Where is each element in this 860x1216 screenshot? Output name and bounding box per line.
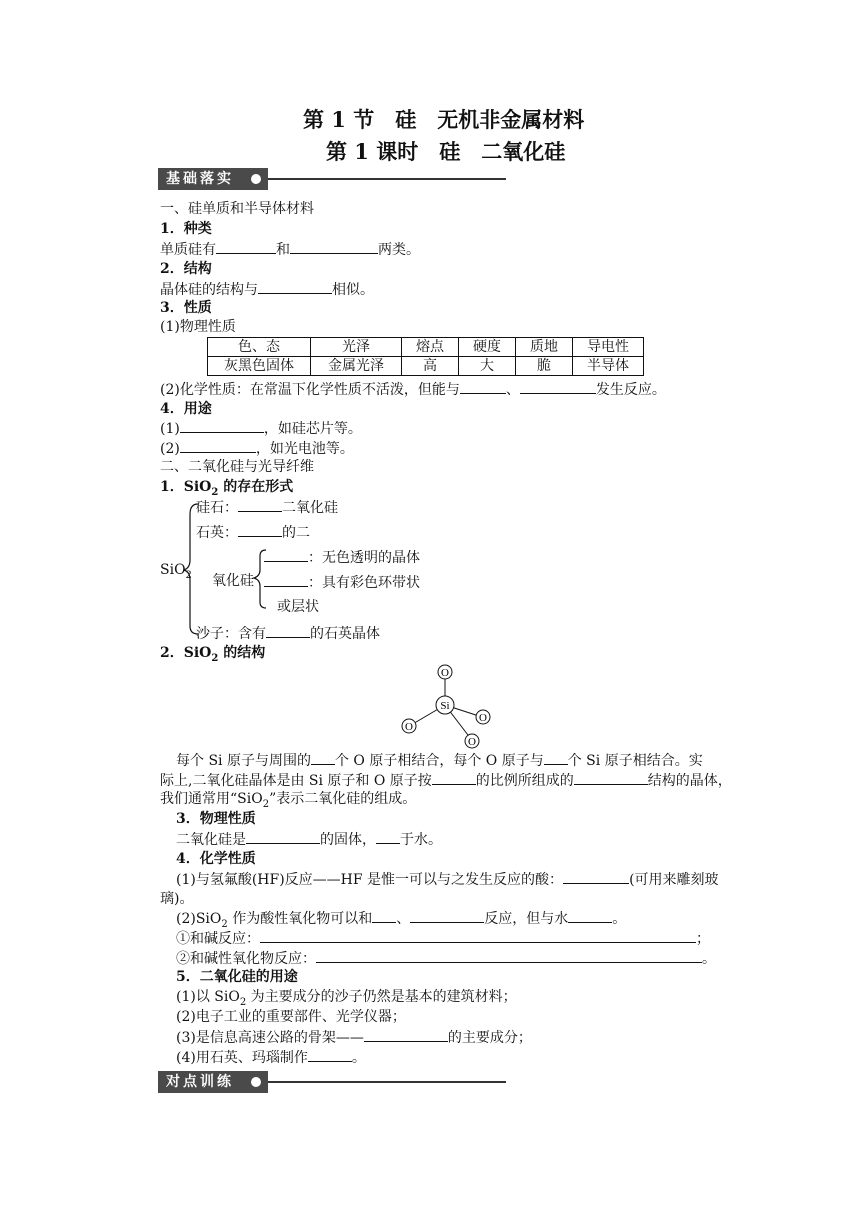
usage-1 [176, 987, 517, 1007]
s1-kinds-line [160, 239, 420, 260]
brace-lines [184, 498, 274, 640]
banner-label: 对点训练 [158, 1071, 268, 1093]
sio2-structure-diagram [396, 660, 496, 752]
structure-para-2 [160, 770, 732, 791]
table-cell: 金属光泽 [311, 357, 402, 376]
table-header-row [208, 338, 644, 357]
text: 发生反应。 [595, 382, 666, 398]
s2-h5: 5．二氧化硅的用途 [176, 969, 298, 985]
text: (2) [160, 441, 180, 457]
blank [216, 239, 276, 254]
section2-heading: 二、二氧化硅与光导纤维 [160, 459, 314, 475]
subscript: 2 [185, 569, 192, 581]
text: 个 O 原子相结合，每个 O 原子与 [334, 753, 544, 769]
subscript: 2 [211, 486, 219, 498]
table-cell: 色、态 [208, 338, 311, 357]
sub-branch-1 [264, 547, 420, 568]
text: ； [696, 931, 710, 947]
s1-h3: 3．性质 [160, 300, 212, 316]
text: (2)化学性质：在常温下化学性质不活泼，但能与 [160, 382, 460, 398]
text: 单质硅有 [160, 242, 216, 258]
text: 的二 [282, 525, 310, 541]
svg-text:O: O [441, 667, 449, 679]
text: 、 [396, 911, 411, 927]
banner-rule [268, 178, 506, 180]
branch-quartz-cont: 氧化硅 [212, 573, 254, 589]
blank [410, 908, 484, 923]
table-cell: 硬度 [459, 338, 516, 357]
atom-si [436, 696, 454, 714]
blank [238, 497, 282, 512]
svg-text:Si: Si [440, 700, 450, 712]
s2-h1 [160, 477, 293, 497]
chem-2 [176, 908, 626, 929]
s1-chemical-line [160, 379, 666, 400]
physical-line [176, 829, 442, 850]
text: 结构的晶体， [647, 773, 732, 789]
table-cell: 大 [459, 357, 516, 376]
s2-h3: 3．物理性质 [176, 811, 256, 827]
blank [180, 418, 264, 433]
subscript: 2 [221, 918, 228, 930]
text: 的存在形式 [218, 479, 294, 495]
text: (1) [160, 421, 180, 437]
text: 我们通常用“SiO [160, 791, 263, 807]
table-cell: 熔点 [402, 338, 459, 357]
text: 每个 Si 原子与周围的 [176, 753, 311, 769]
blank [460, 379, 506, 394]
structure-para-3 [160, 789, 416, 809]
svg-text:O: O [468, 736, 476, 748]
text: 1．SiO [160, 479, 212, 495]
text: 硅石： [196, 500, 238, 516]
usage-4 [176, 1047, 366, 1068]
blank [180, 438, 256, 453]
table-cell: 导电性 [573, 338, 644, 357]
text: ，如光电池等。 [255, 441, 354, 457]
text: 的石英晶体 [310, 626, 380, 642]
blank [246, 829, 320, 844]
usage-2: (2)电子工业的重要部件、光学仪器； [176, 1009, 406, 1025]
s1-use2 [160, 438, 354, 459]
text: (2)SiO [176, 911, 222, 927]
bullet-dot [251, 1077, 261, 1087]
section1-heading: 一、硅单质和半导体材料 [160, 201, 314, 217]
table-row [208, 357, 644, 376]
text: 2．SiO [160, 645, 212, 661]
blank [316, 948, 702, 963]
svg-text:O: O [405, 721, 413, 733]
blank [432, 770, 476, 785]
blank [264, 547, 308, 562]
sub-branch-2 [264, 572, 420, 593]
text: 于水。 [400, 832, 442, 848]
table-cell: 半导体 [573, 357, 644, 376]
text: (4)用石英、玛瑙制作 [176, 1050, 308, 1066]
sub-branch-2-cont: 或层状 [277, 599, 319, 615]
text: 的固体， [320, 832, 376, 848]
text: ：具有彩色环带状 [308, 575, 420, 591]
chem-2-oxide [176, 948, 716, 969]
table-cell: 质地 [516, 338, 573, 357]
text: 。 [612, 911, 627, 927]
branch-silica [196, 497, 338, 518]
text: 晶体硅的结构与 [160, 282, 258, 298]
blank [260, 928, 696, 943]
branch-quartz [196, 522, 310, 543]
text: (3)是信息高速公路的骨架—— [176, 1030, 364, 1046]
subscript: 2 [239, 996, 247, 1008]
chem-1 [176, 869, 719, 890]
text: 反应，但与水 [484, 911, 569, 927]
text: ②和碱性氧化物反应： [176, 951, 316, 967]
text: 。 [351, 1050, 366, 1066]
usage-3 [176, 1027, 532, 1048]
blank [372, 908, 396, 923]
section-title: 第 1 节 硅 无机非金属材料 [303, 107, 585, 132]
s1-h2: 2．结构 [160, 261, 212, 277]
blank [311, 750, 335, 765]
properties-table [207, 337, 644, 376]
text: 的比例所组成的 [475, 773, 574, 789]
banner-basics [158, 168, 506, 190]
text: 石英： [196, 525, 238, 541]
text: 两类。 [378, 242, 420, 258]
atom-o-right [476, 710, 490, 724]
blank [364, 1027, 448, 1042]
blank [264, 572, 308, 587]
text: 际上,二氧化硅晶体是由 Si 原子和 O 原子按 [160, 773, 432, 789]
text: 沙子：含有 [196, 626, 266, 642]
table-cell: 光泽 [311, 338, 402, 357]
s1-structure-line [160, 279, 374, 300]
text: ①和碱反应： [176, 931, 260, 947]
atom-o-bottom [465, 734, 479, 748]
subscript: 2 [211, 652, 219, 664]
banner-rule [268, 1081, 506, 1083]
blank [258, 279, 332, 294]
s1-physical-label: (1)物理性质 [160, 319, 236, 335]
s1-h4: 4．用途 [160, 401, 212, 417]
text: 的主要成分； [447, 1030, 532, 1046]
s2-h4: 4．化学性质 [176, 851, 256, 867]
svg-text:O: O [479, 712, 487, 724]
blank [290, 239, 378, 254]
text: (1)与氢氟酸(HF)反应——HF 是惟一可以与之发生反应的酸： [176, 872, 564, 888]
text: 、 [505, 382, 520, 398]
blank [563, 869, 629, 884]
blank [308, 1047, 352, 1062]
blank [376, 829, 400, 844]
blank [574, 770, 648, 785]
text: (1)以 SiO [176, 989, 240, 1005]
text: 作为酸性氧化物可以和 [227, 911, 373, 927]
text: 二氧化硅 [282, 500, 338, 516]
text: 的结构 [218, 645, 266, 661]
bullet-dot [251, 174, 261, 184]
blank [266, 623, 310, 638]
banner-label: 基础落实 [158, 168, 268, 190]
subscript: 2 [262, 798, 270, 810]
banner-practice [158, 1071, 506, 1093]
s2-h2 [160, 643, 265, 663]
blank [520, 379, 596, 394]
structure-para-1 [176, 750, 703, 771]
text: ，如硅芯片等。 [263, 421, 362, 437]
chem-2-base [176, 928, 710, 949]
blank [568, 908, 612, 923]
atom-o-left [402, 719, 416, 733]
table-cell: 高 [402, 357, 459, 376]
text: 为主要成分的沙子仍然是基本的建筑材料； [246, 989, 517, 1005]
text: (可用来雕刻玻 [629, 872, 719, 888]
text: 。 [702, 951, 716, 967]
text: 相似。 [332, 282, 374, 298]
text: ：无色透明的晶体 [308, 550, 420, 566]
table-cell: 脆 [516, 357, 573, 376]
text: 二氧化硅是 [176, 832, 246, 848]
blank [238, 522, 282, 537]
atom-o-top [438, 665, 452, 679]
blank [544, 750, 568, 765]
text: 和 [276, 242, 290, 258]
s1-use1 [160, 418, 362, 439]
text: SiO [160, 562, 186, 578]
lesson-title: 第 1 课时 硅 二氧化硅 [326, 139, 566, 164]
table-cell: 灰黑色固体 [208, 357, 311, 376]
branch-sand [196, 623, 380, 644]
text: ”表示二氧化硅的组成。 [269, 791, 417, 807]
chem-1-cont: 璃)。 [160, 891, 194, 907]
s1-h1: 1．种类 [160, 221, 212, 237]
text: 个 Si 原子相结合。实 [567, 753, 703, 769]
